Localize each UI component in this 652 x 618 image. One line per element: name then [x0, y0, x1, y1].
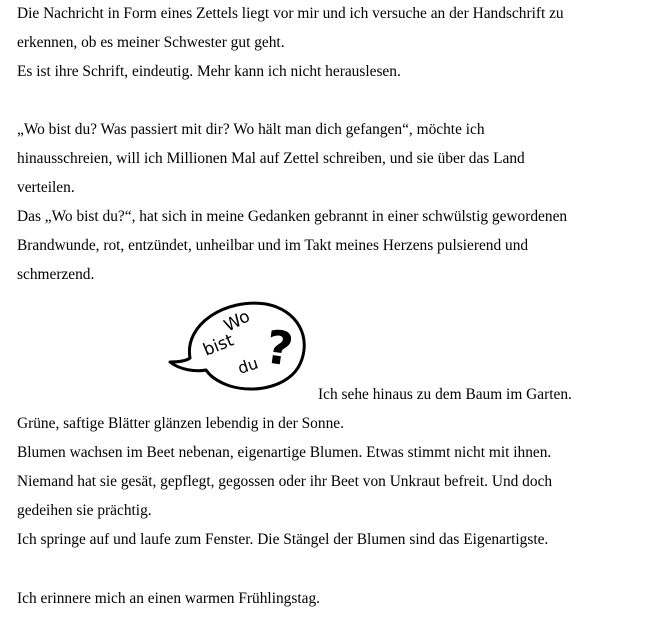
text-line-5: hinausschreien, will ich Millionen Mal auf Zettel schreiben, und sie über das Land — [17, 150, 525, 167]
text-line-1: Die Nachricht in Form eines Zettels liegt vor mir und ich versuche an der Handschrift zu — [17, 5, 564, 22]
text-line-7: Das „Wo bist du?“, hat sich in meine Gedanken gebrannt in einer schwülstig gewordenen — [17, 208, 568, 225]
bubble-question-mark: ? — [262, 319, 297, 377]
text-line-16: Ich erinnere mich an einen warmen Frühlingstag. — [17, 590, 321, 607]
bubble-word-du: du — [235, 353, 261, 378]
text-line-2: erkennen, ob es meiner Schwester gut geht. — [17, 34, 285, 51]
bubble-word-wo: Wo — [220, 306, 254, 337]
text-line-9: schmerzend. — [17, 266, 95, 283]
text-line-3: Es ist ihre Schrift, eindeutig. Mehr kann ich nicht herauslesen. — [17, 63, 401, 80]
text-line-8: Brandwunde, rot, entzündet, unheilbar und im Takt meines Herzens pulsierend und — [17, 237, 529, 254]
bubble-word-bist: bist — [200, 330, 237, 361]
text-line-15: Ich springe auf und laufe zum Fenster. Die Stängel der Blumen sind das Eigenartigste. — [17, 531, 549, 548]
speech-bubble-illustration — [166, 286, 316, 396]
text-line-11: Grüne, saftige Blätter glänzen lebendig in der Sonne. — [17, 415, 344, 432]
text-line-4: „Wo bist du? Was passiert mit dir? Wo hält man dich gefangen“, möchte ich — [17, 121, 485, 138]
text-line-10: Ich sehe hinaus zu dem Baum im Garten. — [318, 386, 572, 403]
text-line-14: gedeihen sie prächtig. — [17, 502, 152, 519]
text-line-12: Blumen wachsen im Beet nebenan, eigenartige Blumen. Etwas stimmt nicht mit ihnen. — [17, 444, 552, 461]
text-line-6: verteilen. — [17, 179, 75, 196]
text-line-13: Niemand hat sie gesät, gepflegt, gegossen oder ihr Beet von Unkraut befreit. Und doch — [17, 473, 553, 490]
